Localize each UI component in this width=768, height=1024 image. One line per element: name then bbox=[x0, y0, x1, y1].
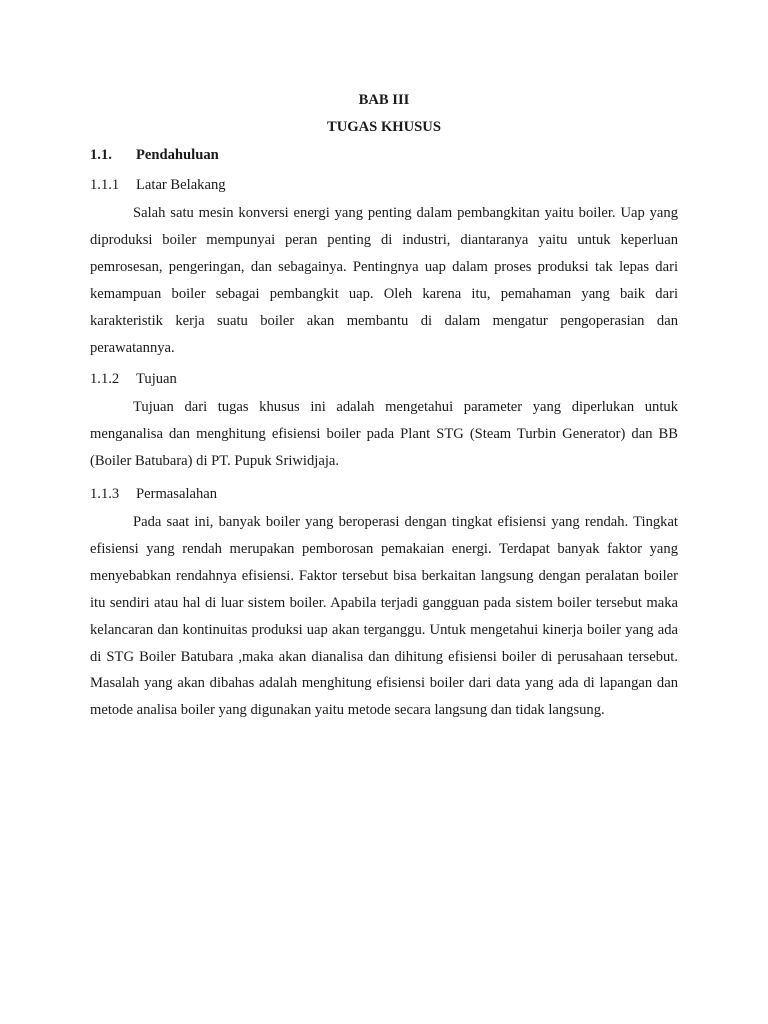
subsection-heading-latar-belakang bbox=[90, 177, 678, 194]
paragraph-permasalahan: Pada saat ini, banyak boiler yang beroperasi dengan tingkat efisiensi yang rendah. Tingkat efisiensi yang rendah merupakan pemborosan pemakaian energi. Terdapat banyak faktor yang menyebabkan rendahnya efisiensi. Faktor tersebut bisa berkaitan langsung dengan peralatan boiler itu sendiri atau hal di luar sistem boiler. Apabila terjadi gangguan pada sistem boiler tersebut maka kelancaran dan kontinuitas produksi uap akan terganggu. Untuk mengetahui kinerja boiler yang ada di STG Boiler Batubara ,maka akan dianalisa dan dihitung efisiensi boiler di perusahaan tersebut. Masalah yang akan dibahas adalah menghitung efisiensi boiler dari data yang ada di lapangan dan metode analisa boiler yang digunakan yaitu metode secara langsung dan tidak langsung. bbox=[90, 514, 678, 719]
subsection-heading-permasalahan bbox=[90, 486, 678, 503]
subsection-number: 1.1.2 bbox=[90, 371, 120, 387]
subsection-title: Tujuan bbox=[136, 371, 177, 387]
subsection-heading-tujuan bbox=[90, 371, 678, 388]
section-title: Pendahuluan bbox=[136, 147, 219, 163]
subsection-number: 1.1.1 bbox=[90, 177, 120, 193]
chapter-title: TUGAS KHUSUS bbox=[327, 119, 441, 135]
section-heading bbox=[90, 147, 678, 164]
section-number: 1.1. bbox=[90, 147, 112, 163]
subsection-number: 1.1.3 bbox=[90, 486, 120, 502]
subsection-title: Latar Belakang bbox=[136, 177, 226, 193]
paragraph-tujuan: Tujuan dari tugas khusus ini adalah mengetahui parameter yang diperlukan untuk menganalisa dan menghitung efisiensi boiler pada Plant STG (Steam Turbin Generator) dan BB (Boiler Batubara) di PT. Pupuk Sriwidjaja. bbox=[90, 399, 678, 469]
chapter-heading: BAB III bbox=[358, 92, 410, 108]
subsection-title: Permasalahan bbox=[136, 486, 218, 502]
paragraph-latar-belakang: Salah satu mesin konversi energi yang penting dalam pembangkitan yaitu boiler. Uap yang diproduksi boiler mempunyai peran penting di industri, diantaranya yaitu untuk keperluan pemrosesan, pengeringan, dan sebagainya. Pentingnya uap dalam proses produksi tak lepas dari kemampuan boiler sebagai pembangkit uap. Oleh karena itu, pemahaman yang baik dari karakteristik kerja suatu boiler akan membantu di dalam mengatur pengoperasian dan perawatannya. bbox=[90, 205, 678, 356]
